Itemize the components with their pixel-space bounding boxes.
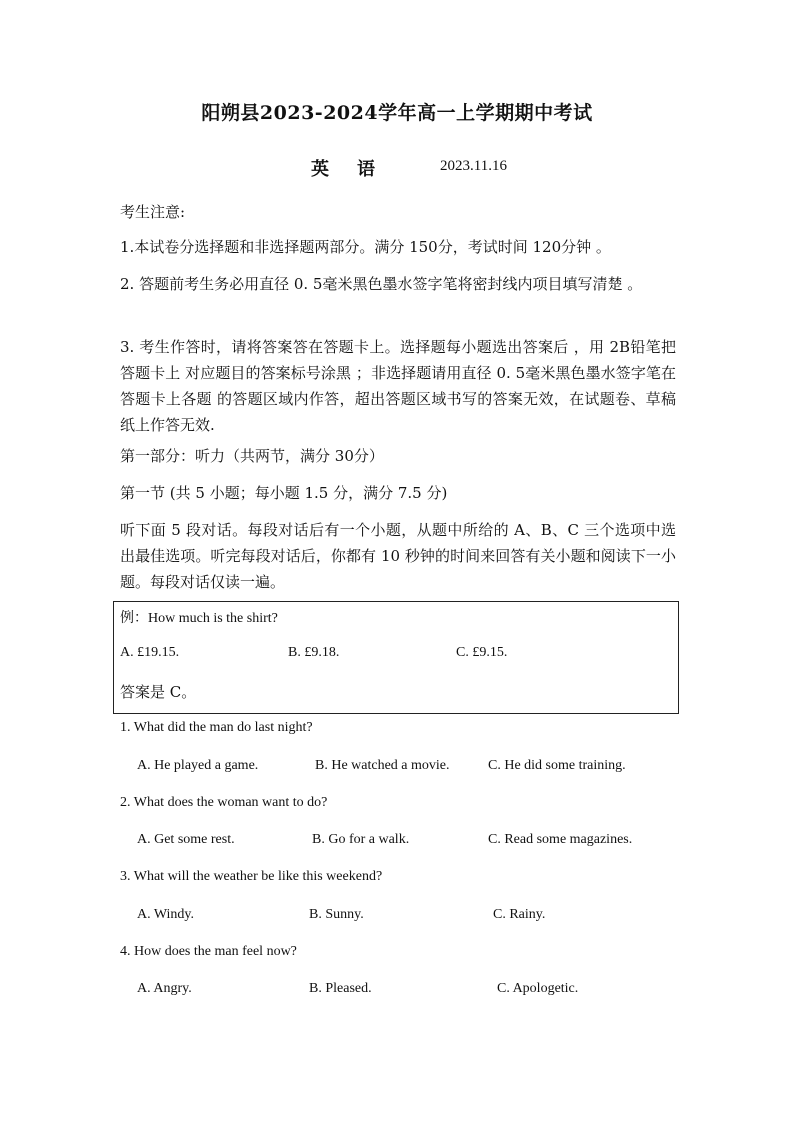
notice-heading: 考生注意:	[120, 203, 186, 221]
question-3-option-c: C. Rainy.	[493, 907, 546, 922]
example-question: 例：How much is the shirt?	[120, 611, 278, 626]
question-3-option-b: B. Sunny.	[309, 907, 364, 922]
question-3: 3. What will the weather be like this weekend?	[120, 869, 383, 884]
question-2-option-b: B. Go for a walk.	[312, 832, 410, 847]
example-option-c: C. £9.15.	[456, 645, 508, 660]
question-2-option-c: C. Read some magazines.	[488, 832, 633, 847]
question-4-option-b: B. Pleased.	[309, 981, 372, 996]
notice-item-2: 2. 答题前考生务必用直径 0. 5毫米黑色墨水签字笔将密封线内项目填写清楚 。	[120, 275, 643, 293]
section1-heading: 第一节 (共 5 小题；每小题 1.5 分，满分 7.5 分)	[120, 484, 448, 502]
subject-label: 英语	[311, 159, 403, 180]
example-option-a: A. £19.15.	[120, 645, 180, 660]
notice-item-3: 3. 考生作答时，请将答案答在答题卡上。选择题每小题选出答案后 ，用 2B铅笔把答题卡上 对应题目的答案标号涂黑 ；非选择题请用直径 0. 5毫米黑色墨水签字笔在答题卡上各题 的答题区域内作答，超出答题区域书写的答案无效，在试题卷、草稿纸上作答无效.	[120, 338, 676, 434]
part1-heading: 第一部分：听力（共两节，满分 30分）	[120, 447, 384, 465]
section1-instructions: 听下面 5 段对话。每段对话后有一个小题，从题中所给的 A、B、C 三个选项中选出最佳选项。听完每段对话后，你都有 10 秒钟的时间来回答有关小题和阅读下一小题。每段对话仅读一遍。	[120, 521, 676, 591]
question-1: 1. What did the man do last night?	[120, 720, 313, 735]
question-2: 2. What does the woman want to do?	[120, 795, 328, 810]
question-1-option-c: C. He did some training.	[488, 758, 626, 773]
question-4-option-c: C. Apologetic.	[497, 981, 579, 996]
example-option-b: B. £9.18.	[288, 645, 340, 660]
question-2-option-a: A. Get some rest.	[137, 832, 235, 847]
example-answer: 答案是 C。	[120, 683, 197, 701]
question-4-option-a: A. Angry.	[137, 981, 192, 996]
exam-title: 阳朔县2023-2024学年高一上学期期中考试	[201, 102, 593, 124]
exam-date: 2023.11.16	[440, 158, 507, 174]
question-4: 4. How does the man feel now?	[120, 944, 297, 959]
notice-item-1: 1.本试卷分选择题和非选择题两部分。满分 150分，考试时间 120分钟 。	[120, 238, 611, 256]
question-3-option-a: A. Windy.	[137, 907, 194, 922]
question-1-option-b: B. He watched a movie.	[315, 758, 450, 773]
question-1-option-a: A. He played a game.	[137, 758, 259, 773]
